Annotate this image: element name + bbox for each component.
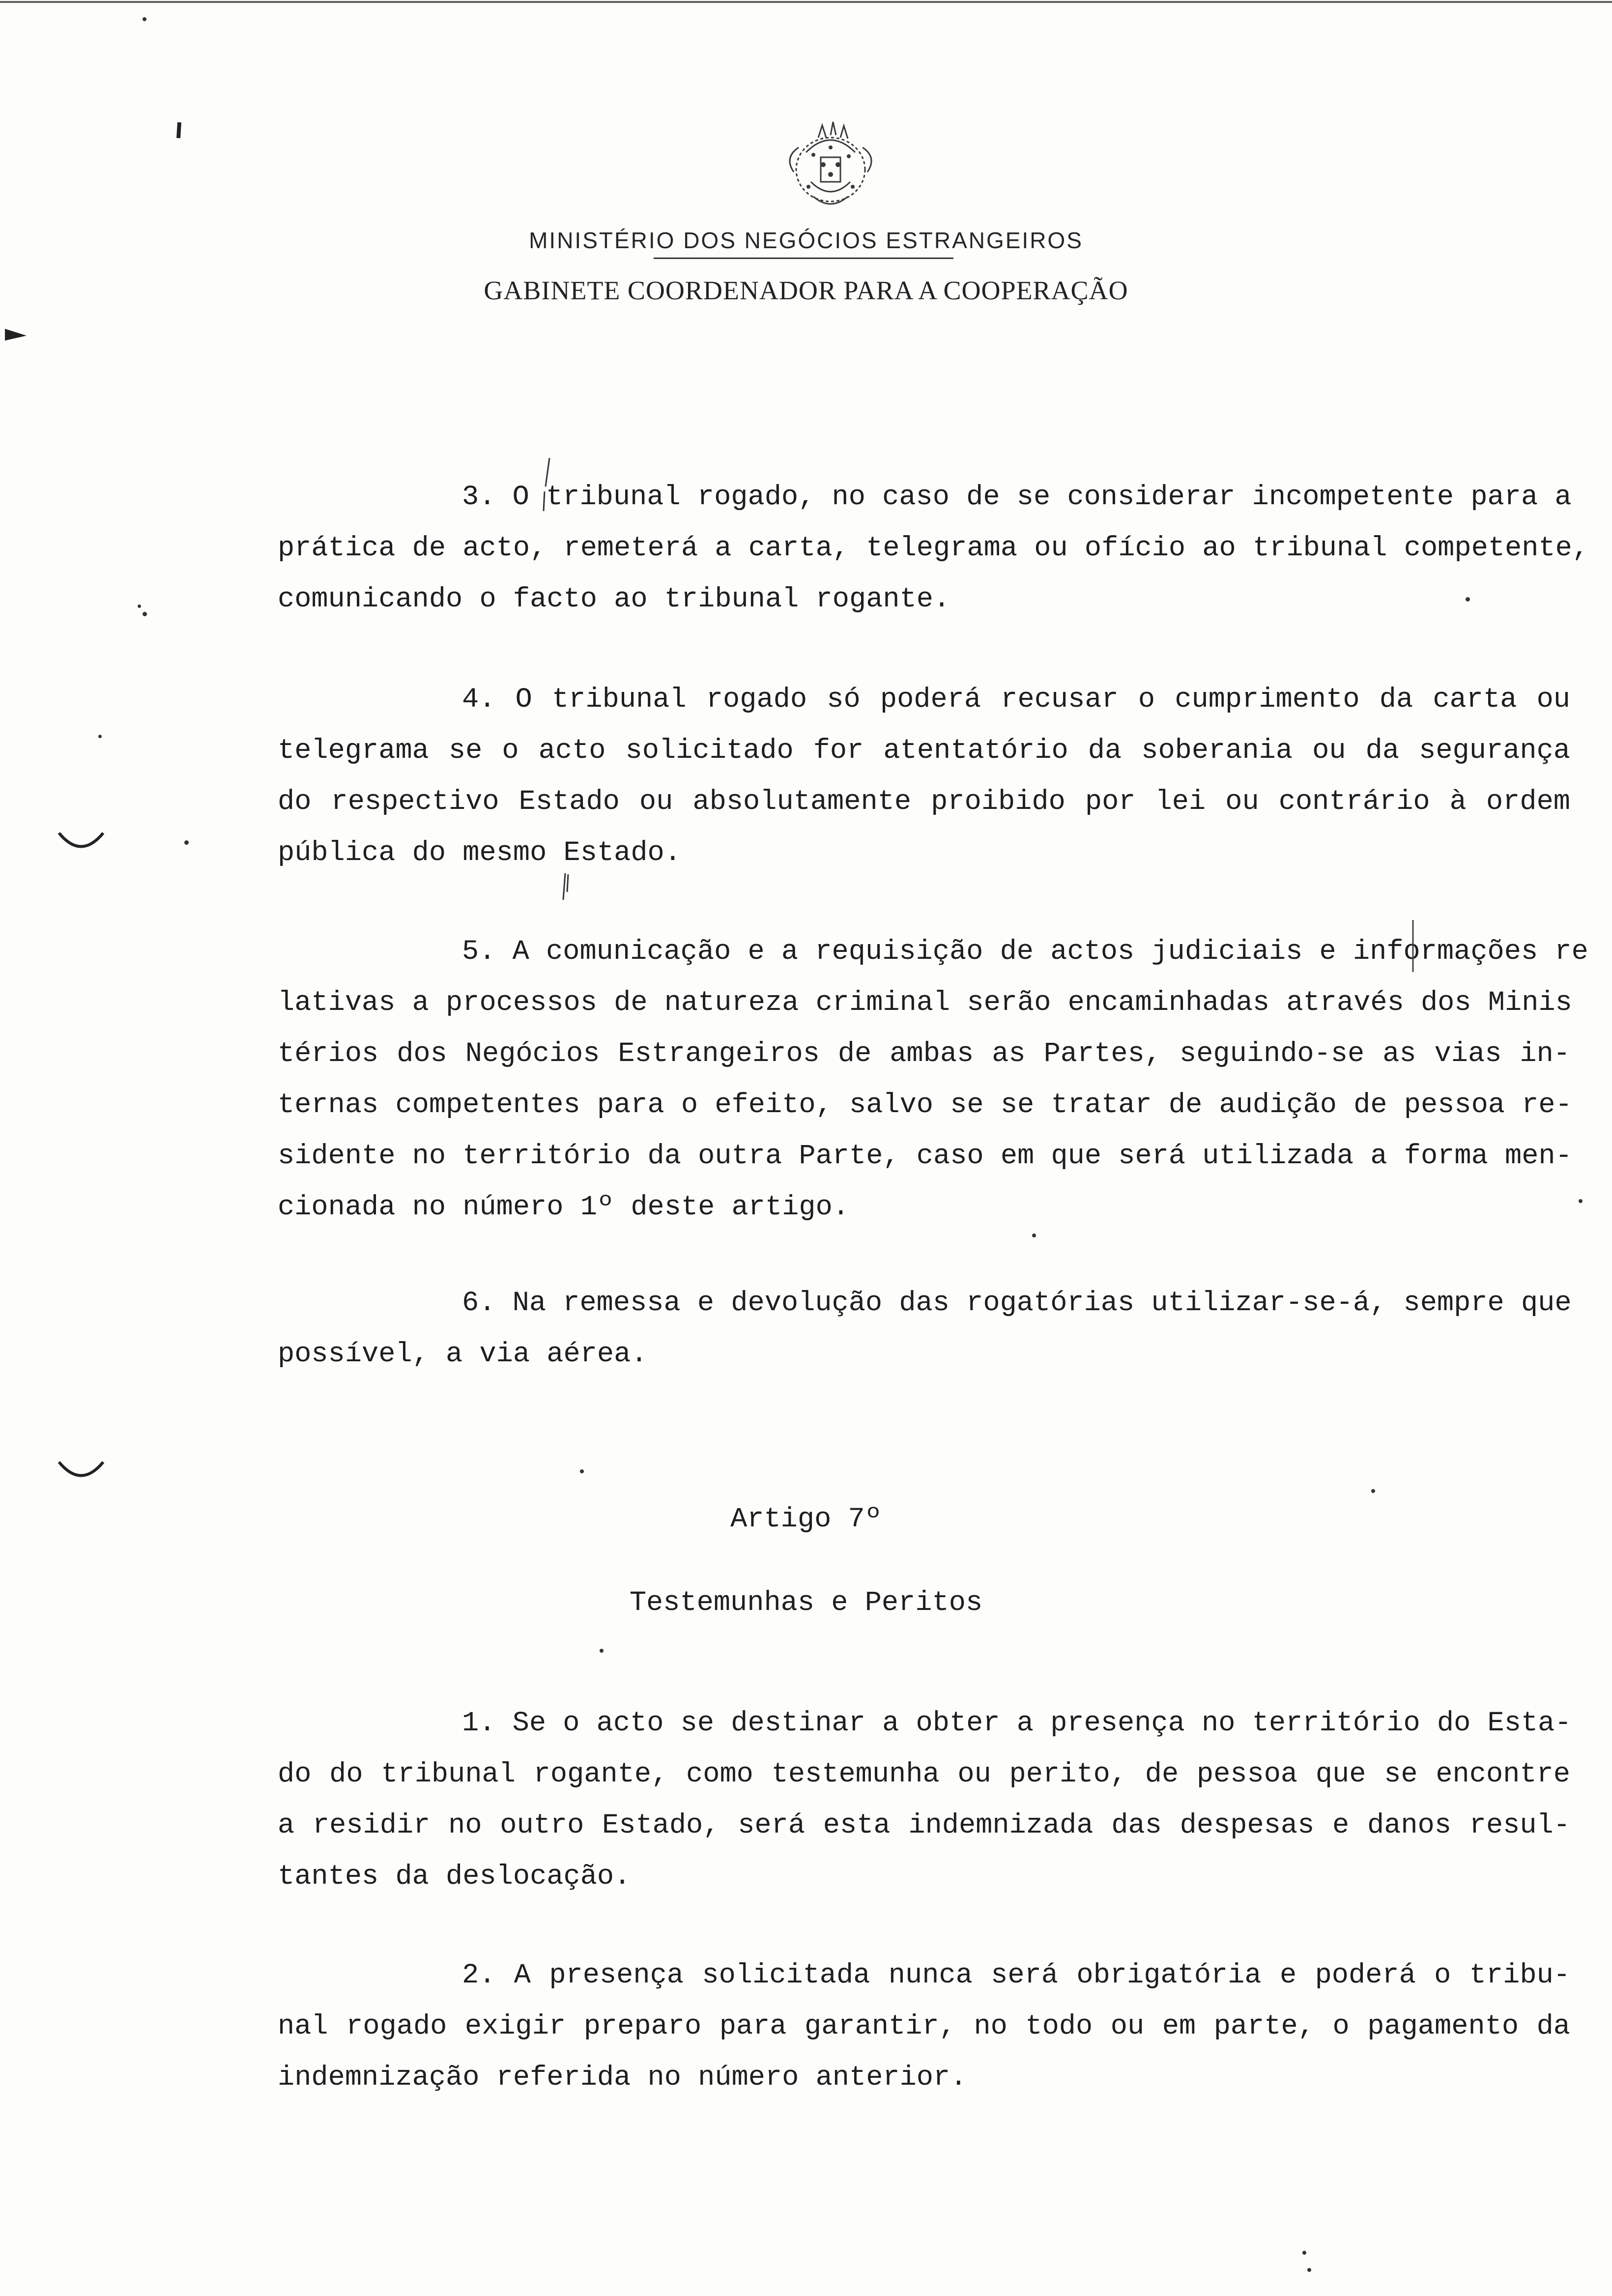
text-line: a residir no outro Estado, será esta indemnizada das despesas e danos resul- [278,1810,1570,1841]
pen-stroke-mark-icon [560,872,570,902]
page-top-edge [0,1,1612,3]
text-line: telegrama se o acto solicitado for atentatório da soberania ou da segurança [278,735,1570,767]
punch-hole-mark-icon [54,826,108,860]
text-line: comunicando o facto ao tribunal rogante. [278,584,950,615]
header-rule [654,258,953,259]
text-line: possível, a via aérea. [278,1339,648,1370]
pen-stroke-mark-icon [541,457,555,516]
punch-hole-mark-icon [54,1455,108,1489]
scan-speck [1307,2268,1311,2272]
scan-speck [184,840,189,845]
scan-speck [1302,2251,1306,2255]
article-heading: Artigo 7º [730,1504,882,1535]
text-line: tantes da deslocação. [278,1861,631,1893]
ministry-name: MINISTÉRIO DOS NEGÓCIOS ESTRANGEIROS [529,228,1083,253]
text-line: 2. A presença solicitada nunca será obrigatória e poderá o tribu- [462,1960,1570,1991]
margin-arrow-mark-icon [4,327,28,342]
scan-speck [98,735,102,738]
scan-speck [143,17,146,21]
scan-speck [1032,1234,1036,1237]
text-line: cionada no número 1º deste artigo. [278,1192,849,1223]
margin-tick-mark-icon [174,120,184,140]
text-line: do respectivo Estado ou absolutamente proibido por lei ou contrário à ordem [278,786,1570,818]
scan-speck [143,612,147,616]
text-line: do do tribunal rogante, como testemunha ou perito, de pessoa que se encontre [278,1759,1570,1790]
text-line: prática de acto, remeterá a carta, telegrama ou ofício ao tribunal competente, [278,533,1589,564]
coat-of-arms-seal-icon [764,118,897,216]
pen-stroke-mark-icon [1410,919,1415,973]
text-line: 6. Na remessa e devolução das rogatórias utilizar-se-á, sempre que [462,1288,1572,1319]
text-line: nal rogado exigir preparo para garantir, no todo ou em parte, o pagamento da [278,2011,1570,2042]
scan-speck [580,1469,584,1473]
text-line: 5. A comunicação e a requisição de actos judiciais e informações re [462,936,1588,968]
text-line: térios dos Negócios Estrangeiros de ambas as Partes, seguindo-se as vias in- [278,1038,1570,1070]
article-subheading: Testemunhas e Peritos [629,1587,983,1619]
text-line: indemnização referida no número anterior. [278,2062,967,2094]
text-line: 4. O tribunal rogado só poderá recusar o cumprimento da carta ou [462,684,1570,716]
text-line: pública do mesmo Estado. [278,837,681,869]
scan-speck [600,1649,604,1653]
text-line: 1. Se o acto se destinar a obter a presença no território do Esta- [462,1708,1572,1739]
scan-speck [1579,1199,1583,1203]
text-line: 3. O tribunal rogado, no caso de se considerar incompetente para a [462,482,1572,513]
scan-speck [138,604,141,608]
text-line: sidente no território da outra Parte, caso em que será utilizada a forma men- [278,1141,1572,1172]
text-line: ternas competentes para o efeito, salvo se se tratar de audição de pessoa re- [278,1090,1572,1121]
scan-speck [1466,597,1470,602]
scan-speck [1371,1489,1375,1493]
text-line: lativas a processos de natureza criminal serão encaminhadas através dos Minis [278,987,1572,1019]
cabinet-name: GABINETE COORDENADOR PARA A COOPERAÇÃO [484,276,1128,305]
